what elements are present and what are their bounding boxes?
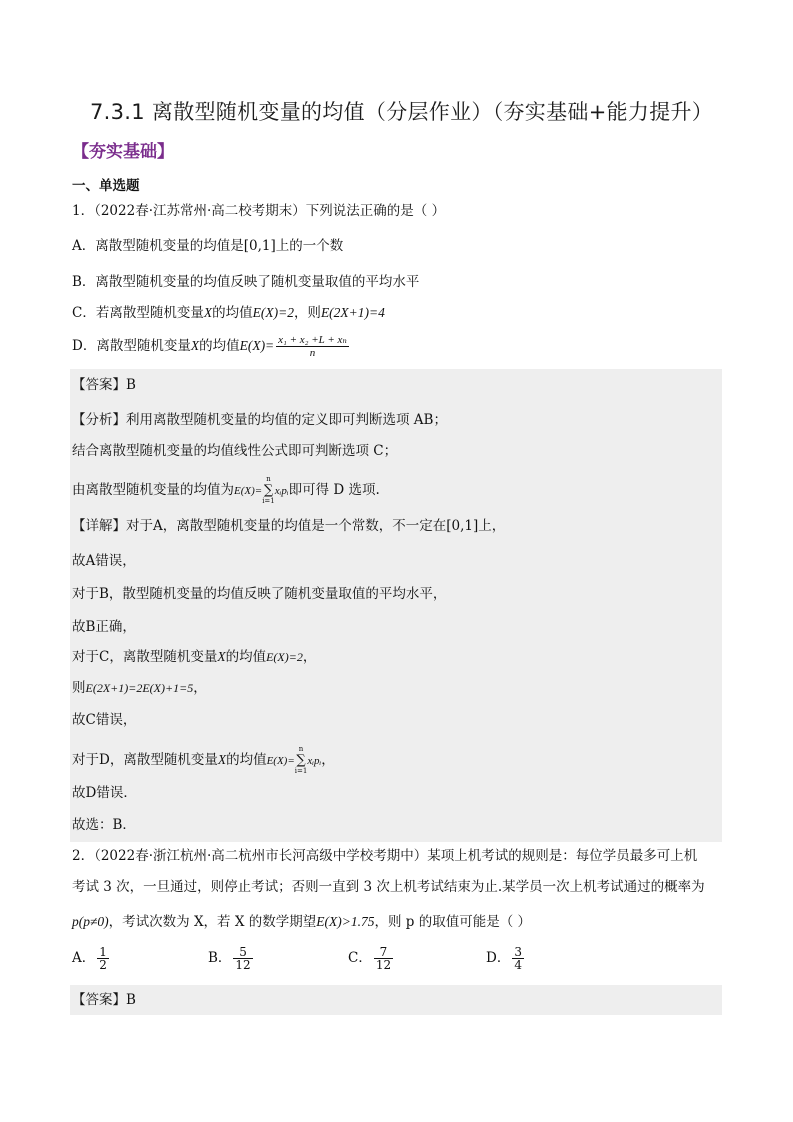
- q1-option-c-mid: 的均值: [212, 305, 253, 321]
- q2-option-b-label: B．: [208, 950, 232, 966]
- q2-option-c-label: C．: [348, 950, 372, 966]
- q2-option-a-fraction: [97, 946, 109, 971]
- q2-mid: ，考试次数为 X，若 X 的数学期望: [108, 914, 317, 930]
- q2-option-c-den: 12: [375, 958, 392, 972]
- q1-detail-5: [72, 647, 316, 667]
- q2-option-d-num: 3: [514, 945, 522, 959]
- q1-option-d-pre: D．离散型随机变量: [72, 338, 191, 354]
- q1-detail-5-pre: 对于C，离散型随机变量: [72, 649, 218, 665]
- q2-option-a-den: 2: [99, 958, 107, 972]
- q1-detail-2: 故A错误，: [72, 553, 136, 569]
- q2-stem-line-3: [72, 912, 531, 932]
- q2-option-c-num: 7: [374, 946, 393, 959]
- q1-detail-8-expr: E(X)=: [266, 755, 295, 767]
- q1-option-a: A．离散型随机变量的均值是[0,1]上的一个数: [72, 238, 344, 254]
- q1-detail-5-mid: 的均值: [225, 649, 267, 665]
- q1-answer: 【答案】B: [72, 377, 136, 393]
- q1-option-d-mid: 的均值: [199, 338, 240, 354]
- q2-option-c-fraction: [374, 946, 393, 971]
- q1-analysis-3-post: 即可得 D 选项.: [288, 482, 380, 498]
- q1-option-d-denominator: n: [309, 347, 316, 359]
- q2-answer-box: [70, 985, 722, 1015]
- q1-detail-5-expr: E(X)=2: [266, 650, 303, 664]
- q2-option-b-fraction: [233, 946, 252, 971]
- q2-option-b-num: 5: [233, 946, 252, 959]
- q1-detail-6-pre: 则: [72, 680, 86, 696]
- q1-detail-4: 故B正确，: [72, 619, 136, 635]
- q2-option-c: [348, 946, 395, 971]
- q1-analysis-3-sum: [262, 475, 275, 506]
- q1-detail-9: 故D错误．: [72, 785, 137, 801]
- q2-option-d-den: 4: [514, 958, 522, 972]
- section-heading: 一、单选题: [72, 178, 140, 194]
- q1-analysis-2: 结合离散型随机变量的均值线性公式即可判断选项 C；: [72, 443, 398, 459]
- q1-analysis-3-sum-top: n: [266, 475, 271, 483]
- q1-detail-8-post: ，: [321, 752, 335, 768]
- q1-detail-8-pre: 对于D，离散型随机变量: [72, 752, 218, 768]
- q1-analysis-3-pre: 由离散型随机变量的均值为: [72, 482, 234, 498]
- q1-detail-8: [72, 745, 335, 776]
- q1-detail-3: 对于B，散型随机变量的均值反映了随机变量取值的平均水平，: [72, 586, 447, 602]
- q2-expr-1: p(p≠0): [72, 914, 109, 929]
- q1-detail-6-expr: E(2X+1)=2E(X)+1=5: [85, 681, 194, 695]
- q1-option-c-pre: C．若离散型随机变量: [72, 305, 204, 321]
- q1-stem: 1．（2022春·江苏常州·高二校考期末）下列说法正确的是（ ）: [72, 203, 446, 219]
- section-label: 【夯实基础】: [72, 142, 174, 162]
- sigma-symbol: ∑: [263, 483, 274, 498]
- q1-option-c-expr2: E(2X+1)=4: [320, 305, 385, 320]
- q2-option-d-fraction: [512, 946, 524, 971]
- q1-option-c-expr1: E(X)=2: [252, 305, 294, 320]
- q2-option-b: [208, 946, 255, 971]
- q1-analysis-3-term: xᵢpᵢ: [274, 485, 289, 497]
- q1-option-d-fraction: [276, 334, 349, 359]
- q2-post: ，则 p 的取值可能是（ ）: [374, 914, 531, 930]
- q1-analysis-3: [72, 475, 380, 506]
- q1-option-d: [72, 334, 351, 359]
- q1-analysis-3-sum-bot: i=1: [262, 497, 275, 505]
- q1-detail-5-var: X: [217, 649, 226, 664]
- q1-detail-6-post: ，: [193, 680, 207, 696]
- q2-option-b-den: 12: [235, 958, 251, 972]
- q1-option-d-var: X: [190, 338, 200, 353]
- sigma-symbol: ∑: [296, 753, 306, 768]
- q2-option-d: [486, 946, 526, 971]
- q1-detail-8-mid: 的均值: [226, 752, 267, 768]
- q1-detail-8-term: xᵢpᵢ: [307, 755, 322, 767]
- q1-detail-7: 故C错误，: [72, 712, 137, 728]
- q1-option-c-var: X: [203, 305, 213, 320]
- q1-option-c-sep: ，则: [293, 305, 321, 321]
- q2-answer: 【答案】B: [72, 992, 136, 1008]
- page-title: 7.3.1 离散型随机变量的均值（分层作业）（夯实基础+能力提升）: [90, 100, 714, 124]
- q1-analysis-1: 【分析】利用离散型随机变量的均值的定义即可判断选项 AB；: [72, 412, 447, 428]
- q1-detail-5-post: ，: [302, 649, 317, 665]
- q1-option-b: B．离散型随机变量的均值反映了随机变量取值的平均水平: [72, 274, 420, 290]
- q2-option-d-label: D．: [486, 950, 511, 966]
- q1-option-c: [72, 303, 385, 323]
- q2-stem-line-1: 2．（2022春·浙江杭州·高二杭州市长河高级中学校考期中）某项上机考试的规则是：每位学员最多可上机: [72, 848, 698, 864]
- q1-option-d-numerator: x₁ + x₂ +L + xₙ: [278, 334, 347, 346]
- q2-option-a-num: 1: [99, 945, 107, 959]
- q2-option-a-label: A．: [72, 950, 96, 966]
- q1-analysis-3-expr: E(X)=: [234, 485, 263, 497]
- q1-detail-8-var: X: [217, 752, 227, 767]
- q1-option-d-lhs: E(X)=: [239, 338, 275, 353]
- q1-detail-8-sum-bot: i=1: [294, 767, 308, 775]
- q2-stem-line-2: 考试 3 次，一旦通过，则停止考试；否则一直到 3 次上机考试结束为止.某学员一次上机考试通过的概率为: [72, 879, 705, 895]
- q2-option-a: [72, 946, 111, 971]
- q2-expr-2: E(X)>1.75: [316, 914, 375, 929]
- q1-detail-8-sum: [295, 745, 308, 776]
- q1-detail-1: 【详解】对于A，离散型随机变量的均值是一个常数，不一定在[0,1]上，: [72, 518, 506, 534]
- q1-detail-8-sum-top: n: [298, 745, 304, 753]
- q1-detail-6: [72, 678, 207, 698]
- q1-final: 故选：B．: [72, 817, 136, 833]
